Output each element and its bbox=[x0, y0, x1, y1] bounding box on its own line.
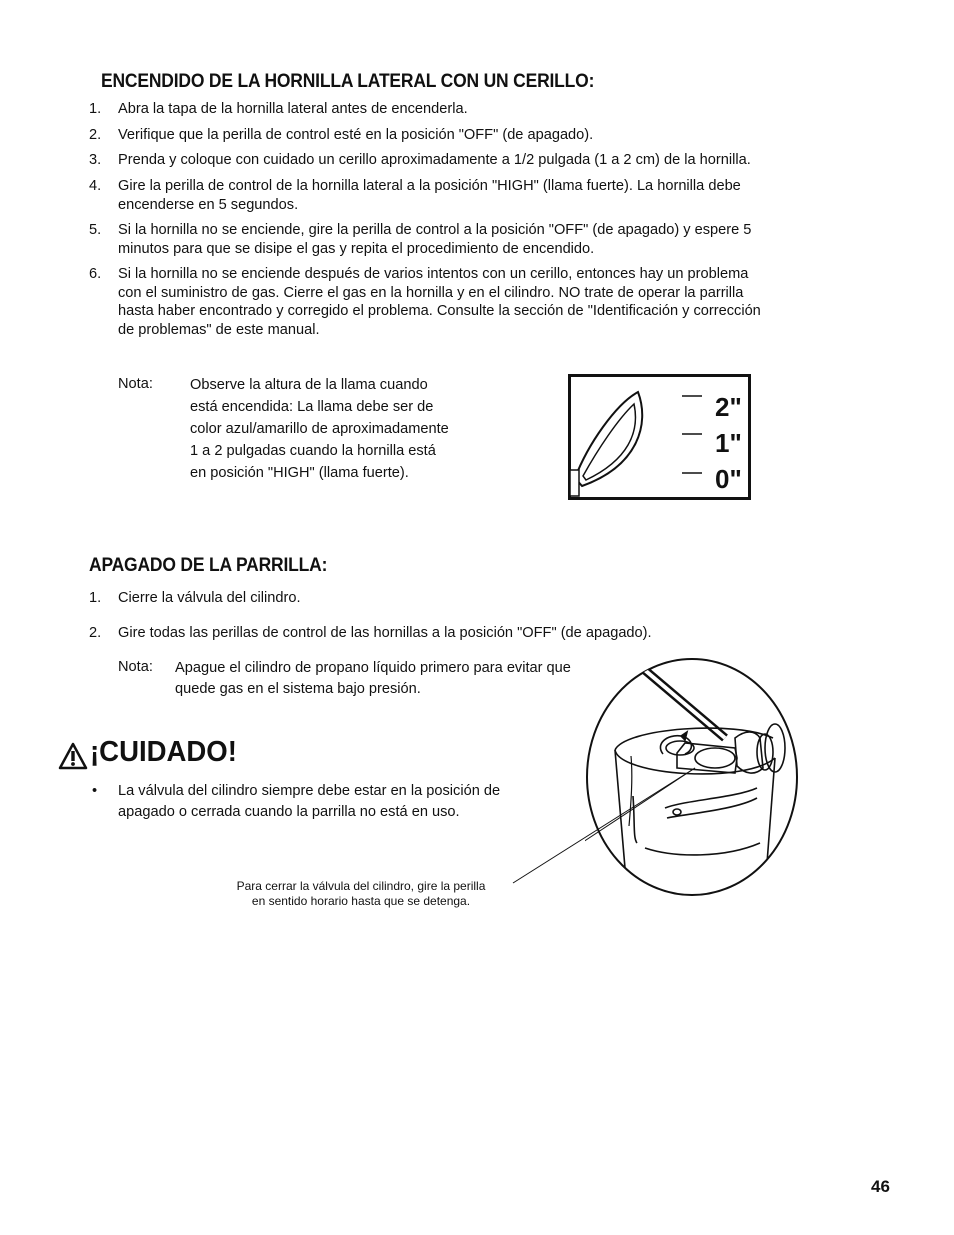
list-item-text: Cierre la válvula del cilindro. bbox=[118, 590, 301, 606]
note-label: Nota: bbox=[118, 659, 153, 675]
caution-heading bbox=[58, 736, 278, 772]
list-item bbox=[89, 221, 869, 261]
list-item-number: 3. bbox=[89, 152, 102, 168]
list-item-text: Gire todas las perillas de control de las hornillas a la posición "OFF" (de apagado). bbox=[118, 625, 652, 641]
leader-line bbox=[510, 755, 700, 890]
list-item-text: Si la hornilla no se enciende, gire la perilla de control a la posición "OFF" (de apagado) y espere 5 minutos para que se disipe el gas y repita el procedimiento de encendido. bbox=[118, 222, 752, 257]
scale-label-2in: 2" bbox=[715, 392, 742, 422]
flame-height-illustration bbox=[568, 374, 751, 500]
bullet: • bbox=[92, 783, 98, 799]
figure-caption: Para cerrar la válvula del cilindro, gire la perilla en sentido horario hasta que se detenga. bbox=[236, 879, 486, 908]
list-item-text: Verifique que la perilla de control esté en la posición "OFF" (de apagado). bbox=[118, 127, 594, 143]
caution-bullet-item bbox=[89, 781, 559, 823]
list-item-text: Abra la tapa de la hornilla lateral antes de encenderla. bbox=[118, 101, 468, 117]
warning-triangle-icon bbox=[58, 742, 88, 770]
list-item bbox=[89, 100, 869, 120]
list-item-number: 4. bbox=[89, 178, 102, 194]
list-item-number: 2. bbox=[89, 625, 102, 641]
list-item-number: 2. bbox=[89, 127, 102, 143]
note-flame-height: Observe la altura de la llama cuando está encendida: La llama debe ser de color azul/amarillo de aproximadamente 1 a 2 pulgadas cuando la hornilla está en posición "HIGH" (llama fuerte). bbox=[190, 377, 449, 481]
list-item bbox=[89, 589, 789, 609]
list-item bbox=[89, 151, 869, 171]
section-title-shutdown: APAGADO DE LA PARRILLA: bbox=[89, 555, 328, 576]
note-propane: Apague el cilindro de propano líquido primero para evitar que quede gas en el sistema bajo presión. bbox=[175, 660, 571, 697]
scale-label-1in: 1" bbox=[715, 428, 742, 458]
list-item bbox=[89, 177, 869, 217]
list-item-text: Si la hornilla no se enciende después de varios intentos con un cerillo, entonces hay un problema con el suministro de gas. Cierre el gas en la hornilla y en el cilindro. NO trate de operar la parrilla hasta haber encontrado y corregido el problema. Consulte la sección de "Identificación y corrección de problemas" de este manual. bbox=[118, 266, 761, 338]
list-item-text: Gire la perilla de control de la hornilla lateral a la posición "HIGH" (llama fuerte). La hornilla debe encenderse en 5 segundos. bbox=[118, 178, 741, 213]
list-item-number: 6. bbox=[89, 266, 102, 282]
list-item-number: 1. bbox=[89, 590, 102, 606]
caution-text: La válvula del cilindro siempre debe estar en la posición de apagado o cerrada cuando la parrilla no está en uso. bbox=[118, 783, 501, 820]
caution-title: ¡CUIDADO! bbox=[90, 736, 237, 768]
list-item bbox=[89, 624, 789, 644]
list-item-text: Prenda y coloque con cuidado un cerillo aproximadamente a 1/2 pulgada (1 a 2 cm) de la hornilla. bbox=[118, 152, 751, 168]
list-item-number: 5. bbox=[89, 222, 102, 238]
section-title-lighting: ENCENDIDO DE LA HORNILLA LATERAL CON UN CERILLO: bbox=[101, 71, 595, 92]
list-item bbox=[89, 265, 879, 343]
list-item-number: 1. bbox=[89, 101, 102, 117]
scale-label-0in: 0" bbox=[715, 464, 742, 494]
list-item bbox=[89, 126, 869, 146]
note-label: Nota: bbox=[118, 376, 153, 392]
page-number: 46 bbox=[871, 1177, 890, 1196]
flame-height-diagram bbox=[568, 374, 751, 500]
